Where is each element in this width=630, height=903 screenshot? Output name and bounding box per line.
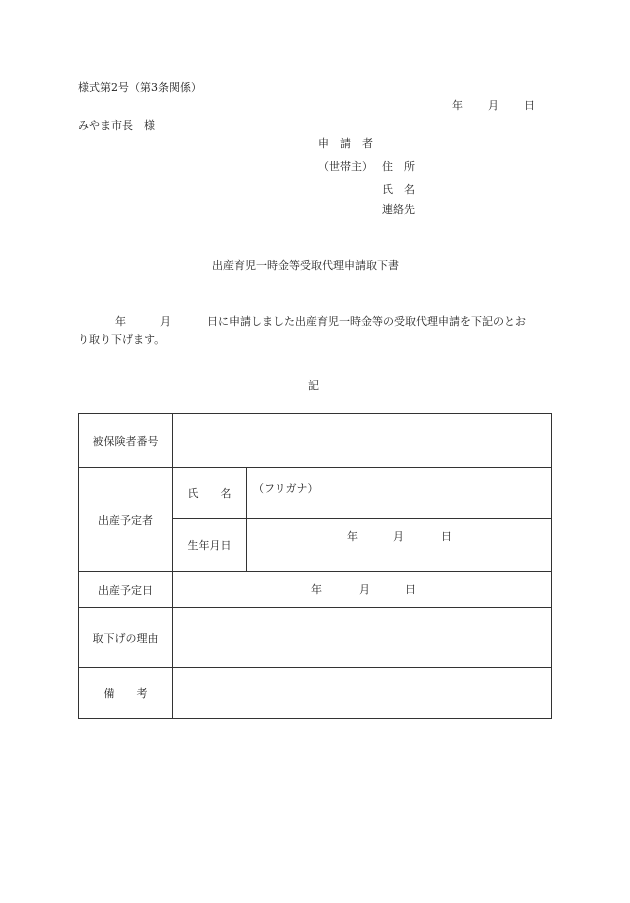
address-label: 住 所	[382, 160, 415, 173]
remarks-label: 備 考	[79, 668, 173, 719]
withdrawal-form-table	[78, 413, 552, 719]
reason-label: 取下げの理由	[79, 608, 173, 668]
document-title: 出産育児一時金等受取代理申請取下書	[212, 259, 399, 272]
addressee: みやま市長 様	[78, 119, 155, 132]
body-month: 月	[160, 315, 171, 328]
reason-row	[79, 608, 552, 668]
birth-month-unit: 月	[393, 530, 404, 543]
date-month-label: 月	[488, 99, 499, 112]
applicant-title: 申 請 者	[318, 137, 373, 150]
due-year-unit: 年	[311, 583, 322, 596]
applicant-name-label: 氏 名	[382, 183, 415, 196]
body-line-2: り取り下げます。	[78, 333, 166, 346]
due-date-label: 出産予定日	[79, 572, 173, 608]
household-head-label: （世帯主）	[318, 160, 373, 173]
birthdate-field[interactable]	[247, 519, 552, 572]
furigana-label: （フリガナ）	[253, 482, 319, 495]
reason-field[interactable]	[173, 608, 552, 668]
form-number: 様式第2号（第3条関係）	[78, 81, 202, 94]
name-label: 氏 名	[173, 468, 247, 519]
ki-label: 記	[308, 379, 319, 392]
due-month-unit: 月	[359, 583, 370, 596]
body-line-1: 日に申請しました出産育児一時金等の受取代理申請を下記のとお	[207, 315, 526, 328]
insured-number-field[interactable]	[173, 414, 552, 468]
birthdate-label: 生年月日	[173, 519, 247, 572]
expectant-label: 出産予定者	[79, 468, 173, 572]
birth-year-unit: 年	[347, 530, 358, 543]
date-year-label: 年	[452, 99, 463, 112]
due-day-unit: 日	[405, 583, 416, 596]
remarks-field[interactable]	[173, 668, 552, 719]
remarks-row	[79, 668, 552, 719]
date-day-label: 日	[524, 99, 535, 112]
name-field[interactable]	[247, 468, 552, 519]
due-date-field[interactable]	[173, 572, 552, 608]
expectant-name-row	[79, 468, 552, 519]
insured-number-row	[79, 414, 552, 468]
due-date-row	[79, 572, 552, 608]
birth-day-unit: 日	[441, 530, 452, 543]
body-year: 年	[115, 315, 126, 328]
contact-label: 連絡先	[382, 203, 415, 216]
insured-number-label: 被保険者番号	[79, 414, 173, 468]
